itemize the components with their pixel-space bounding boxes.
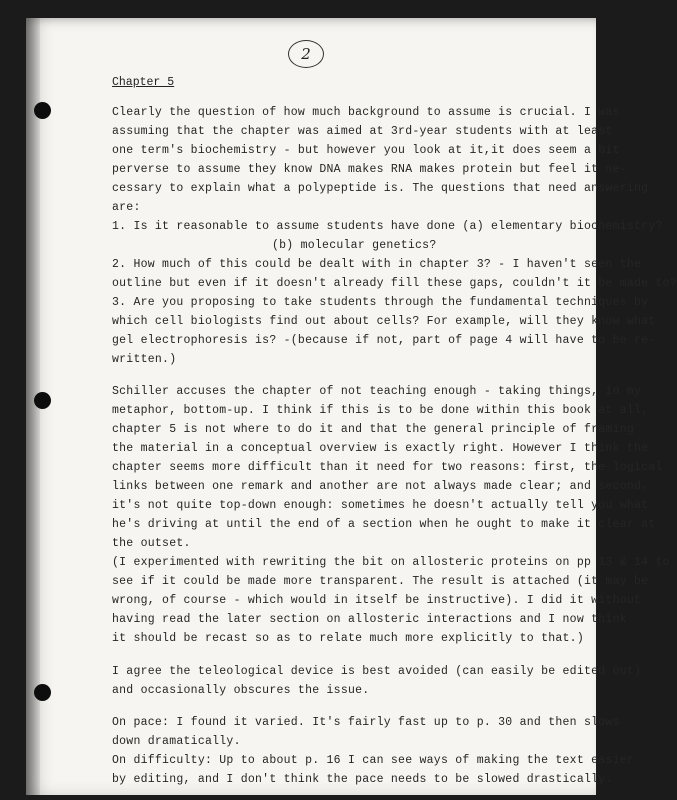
page-number: 2 — [288, 40, 324, 68]
text-line: outline but even if it doesn't already fill these gaps, couldn't it be made to? — [112, 277, 677, 290]
text-line: I agree the teleological device is best avoided (can easily be edited out) — [112, 665, 642, 678]
text-line: down dramatically. — [112, 735, 241, 748]
text-line: the material in a conceptual overview is exactly right. However I think the — [112, 442, 649, 455]
text-line: cessary to explain what a polypeptide is. The questions that need answering — [112, 182, 649, 195]
text-line: which cell biologists find out about cells? For example, will they know what — [112, 315, 656, 328]
text-line: 1. Is it reasonable to assume students have done (a) elementary biochemistry? — [112, 220, 663, 233]
text-line: he's driving at until the end of a section when he ought to make it clear at — [112, 518, 656, 531]
text-line: and occasionally obscures the issue. — [112, 684, 370, 697]
text-line: wrong, of course - which would in itself be instructive). I did it without — [112, 594, 642, 607]
text-line: the outset. — [112, 537, 191, 550]
text-line: written.) — [112, 353, 177, 366]
text-line: having read the later section on allosteric interactions and I now think — [112, 613, 627, 626]
text-line: it should be recast so as to relate much more explicitly to that.) — [112, 632, 584, 645]
text-line: are: — [112, 201, 141, 214]
text-line: one term's biochemistry - but however you look at it,it does seem a bit — [112, 144, 620, 157]
text-line: 2. How much of this could be dealt with in chapter 3? - I haven't seen the — [112, 258, 642, 271]
text-line: Clearly the question of how much background to assume is crucial. I was — [112, 106, 620, 119]
text-line: chapter 5 is not where to do it and that the general principle of framing — [112, 423, 635, 436]
text-line: gel electrophoresis is? -(because if not, part of page 4 will have to be re- — [112, 334, 656, 347]
text-line: links between one remark and another are not always made clear; and second, — [112, 480, 649, 493]
text-line: it's not quite top-down enough: sometimes he doesn't actually tell you what — [112, 499, 649, 512]
text-line: assuming that the chapter was aimed at 3rd-year students with at least — [112, 125, 613, 138]
text-line: see if it could be made more transparent. The result is attached (it may be — [112, 575, 649, 588]
chapter-heading: Chapter 5 — [112, 76, 175, 89]
punch-hole-middle — [34, 392, 51, 409]
text-line: Schiller accuses the chapter of not teaching enough - taking things, in my — [112, 385, 642, 398]
punch-hole-bottom — [34, 684, 51, 701]
text-line: 3. Are you proposing to take students through the fundamental techniques by — [112, 296, 649, 309]
text-line: perverse to assume they know DNA makes RNA makes protein but feel it ne- — [112, 163, 627, 176]
text-line: chapter seems more difficult than it need for two reasons: first, the logical — [112, 461, 663, 474]
text-line: metaphor, bottom-up. I think if this is to be done within this book at all, — [112, 404, 649, 417]
document-page — [26, 18, 677, 795]
text-line: On pace: I found it varied. It's fairly fast up to p. 30 and then slows — [112, 716, 620, 729]
punch-hole-top — [34, 102, 51, 119]
text-line: by editing, and I don't think the pace needs to be slowed drastically. — [112, 773, 613, 786]
text-line: On difficulty: Up to about p. 16 I can see ways of making the text easier — [112, 754, 635, 767]
text-line: (b) molecular genetics? — [272, 239, 437, 252]
text-line: (I experimented with rewriting the bit on allosteric proteins on pp 13 & 14 to — [112, 556, 670, 569]
